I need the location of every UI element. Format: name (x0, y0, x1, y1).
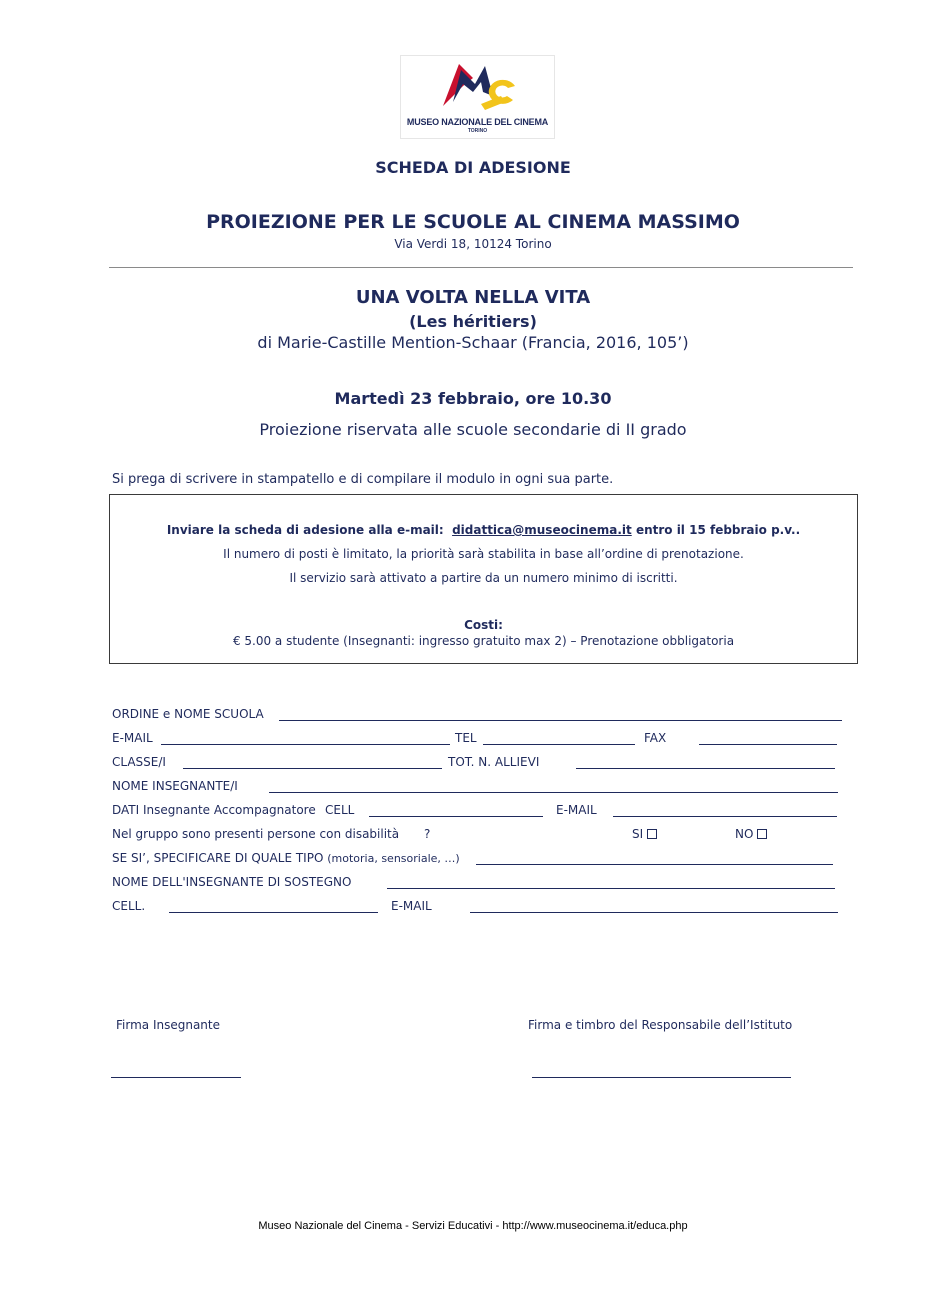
companion-cell-label: CELL (325, 803, 355, 817)
school-label: ORDINE e NOME SCUOLA (112, 707, 264, 721)
screening-audience: Proiezione riservata alle scuole secondarie di II grado (259, 420, 687, 439)
institute-signature-field[interactable] (532, 1077, 791, 1078)
form-row-support-teacher (0, 875, 946, 895)
event-title: PROIEZIONE PER LE SCUOLE AL CINEMA MASSIMO (206, 211, 740, 233)
class-field[interactable] (183, 768, 442, 769)
form-row-specify (0, 851, 946, 871)
fill-instructions: Si prega di scrivere in stampatello e di compilare il modulo in ogni sua parte. (112, 472, 614, 487)
send-prefix: Inviare la scheda di adesione alla e-mail: (166, 523, 444, 537)
page-footer: Museo Nazionale del Cinema - Servizi Educativi - http://www.museocinema.it/educa.php (258, 1220, 688, 1232)
email-label: E-MAIL (112, 731, 153, 745)
form-row-support-contacts (0, 899, 946, 919)
form-row-teacher (0, 779, 946, 799)
teacher-label: NOME INSEGNANTE/I (112, 779, 238, 793)
form-row-companion (0, 803, 946, 823)
film-title: UNA VOLTA NELLA VITA (355, 287, 591, 308)
companion-email-field[interactable] (613, 816, 837, 817)
email-field[interactable] (161, 744, 450, 745)
logo-name: MUSEO NAZIONALE DEL CINEMA (406, 117, 549, 127)
yes-label: SI (632, 827, 644, 841)
form-row-school (0, 707, 946, 727)
specify-text: SE SI’, SPECIFICARE DI QUALE TIPO (112, 851, 324, 865)
limit-note: Il numero di posti è limitato, la priorità sarà stabilita in base all’ordine di prenotazione. (223, 547, 744, 561)
support-cell-field[interactable] (169, 912, 378, 913)
teacher-signature-label: Firma Insegnante (116, 1018, 220, 1032)
form-type-heading: SCHEDA DI ADESIONE (375, 158, 571, 177)
students-label: TOT. N. ALLIEVI (448, 755, 540, 769)
logo-city: TORINO (467, 128, 488, 134)
school-field[interactable] (279, 720, 842, 721)
disability-question: Nel gruppo sono presenti persone con disabilità (112, 827, 400, 841)
specify-label (112, 851, 460, 865)
students-field[interactable] (576, 768, 835, 769)
support-cell-label: CELL. (112, 899, 146, 913)
send-deadline: entro il 15 febbraio p.v.. (635, 523, 801, 537)
venue-address: Via Verdi 18, 10124 Torino (394, 237, 552, 251)
film-original-title: (Les héritiers) (409, 312, 537, 331)
no-label: NO (735, 827, 754, 841)
no-option[interactable] (735, 827, 767, 841)
no-checkbox[interactable] (757, 829, 767, 839)
yes-checkbox[interactable] (647, 829, 657, 839)
form-row-disability (0, 827, 946, 847)
specify-hint: (motoria, sensoriale, …) (327, 852, 460, 865)
screening-date: Martedì 23 febbraio, ore 10.30 (334, 389, 612, 408)
fax-label: FAX (644, 731, 667, 745)
form-row-contacts (0, 731, 946, 751)
yes-option[interactable] (632, 827, 657, 841)
support-email-field[interactable] (470, 912, 838, 913)
costs-detail: € 5.00 a studente (Insegnanti: ingresso gratuito max 2) – Prenotazione obbligatoria (232, 634, 735, 648)
header-divider (109, 267, 853, 268)
question-mark: ? (424, 827, 431, 841)
info-box (109, 494, 858, 664)
support-teacher-field[interactable] (387, 888, 835, 889)
film-credits: di Marie-Castille Mention-Schaar (Francia, 2016, 105’) (257, 333, 689, 352)
teacher-signature-field[interactable] (111, 1077, 241, 1078)
fax-field[interactable] (699, 744, 837, 745)
minimum-note: Il servizio sarà attivato a partire da un numero minimo di iscritti. (289, 571, 678, 585)
institute-signature-label: Firma e timbro del Responsabile dell’Istituto (528, 1018, 793, 1032)
logo-mark-icon (401, 56, 554, 118)
specify-field[interactable] (476, 864, 833, 865)
form-row-class (0, 755, 946, 775)
teacher-field[interactable] (269, 792, 838, 793)
support-teacher-label: NOME DELL'INSEGNANTE DI SOSTEGNO (112, 875, 352, 889)
support-email-label: E-MAIL (391, 899, 432, 913)
contact-email-link[interactable]: didattica@museocinema.it (452, 523, 632, 537)
class-label: CLASSE/I (112, 755, 166, 769)
tel-label: TEL (455, 731, 477, 745)
museum-logo (400, 55, 555, 139)
costs-title: Costi: (464, 618, 503, 632)
send-instructions (110, 523, 857, 537)
companion-cell-field[interactable] (369, 816, 543, 817)
companion-email-label: E-MAIL (556, 803, 597, 817)
tel-field[interactable] (483, 744, 635, 745)
companion-label: DATI Insegnante Accompagnatore (112, 803, 316, 817)
